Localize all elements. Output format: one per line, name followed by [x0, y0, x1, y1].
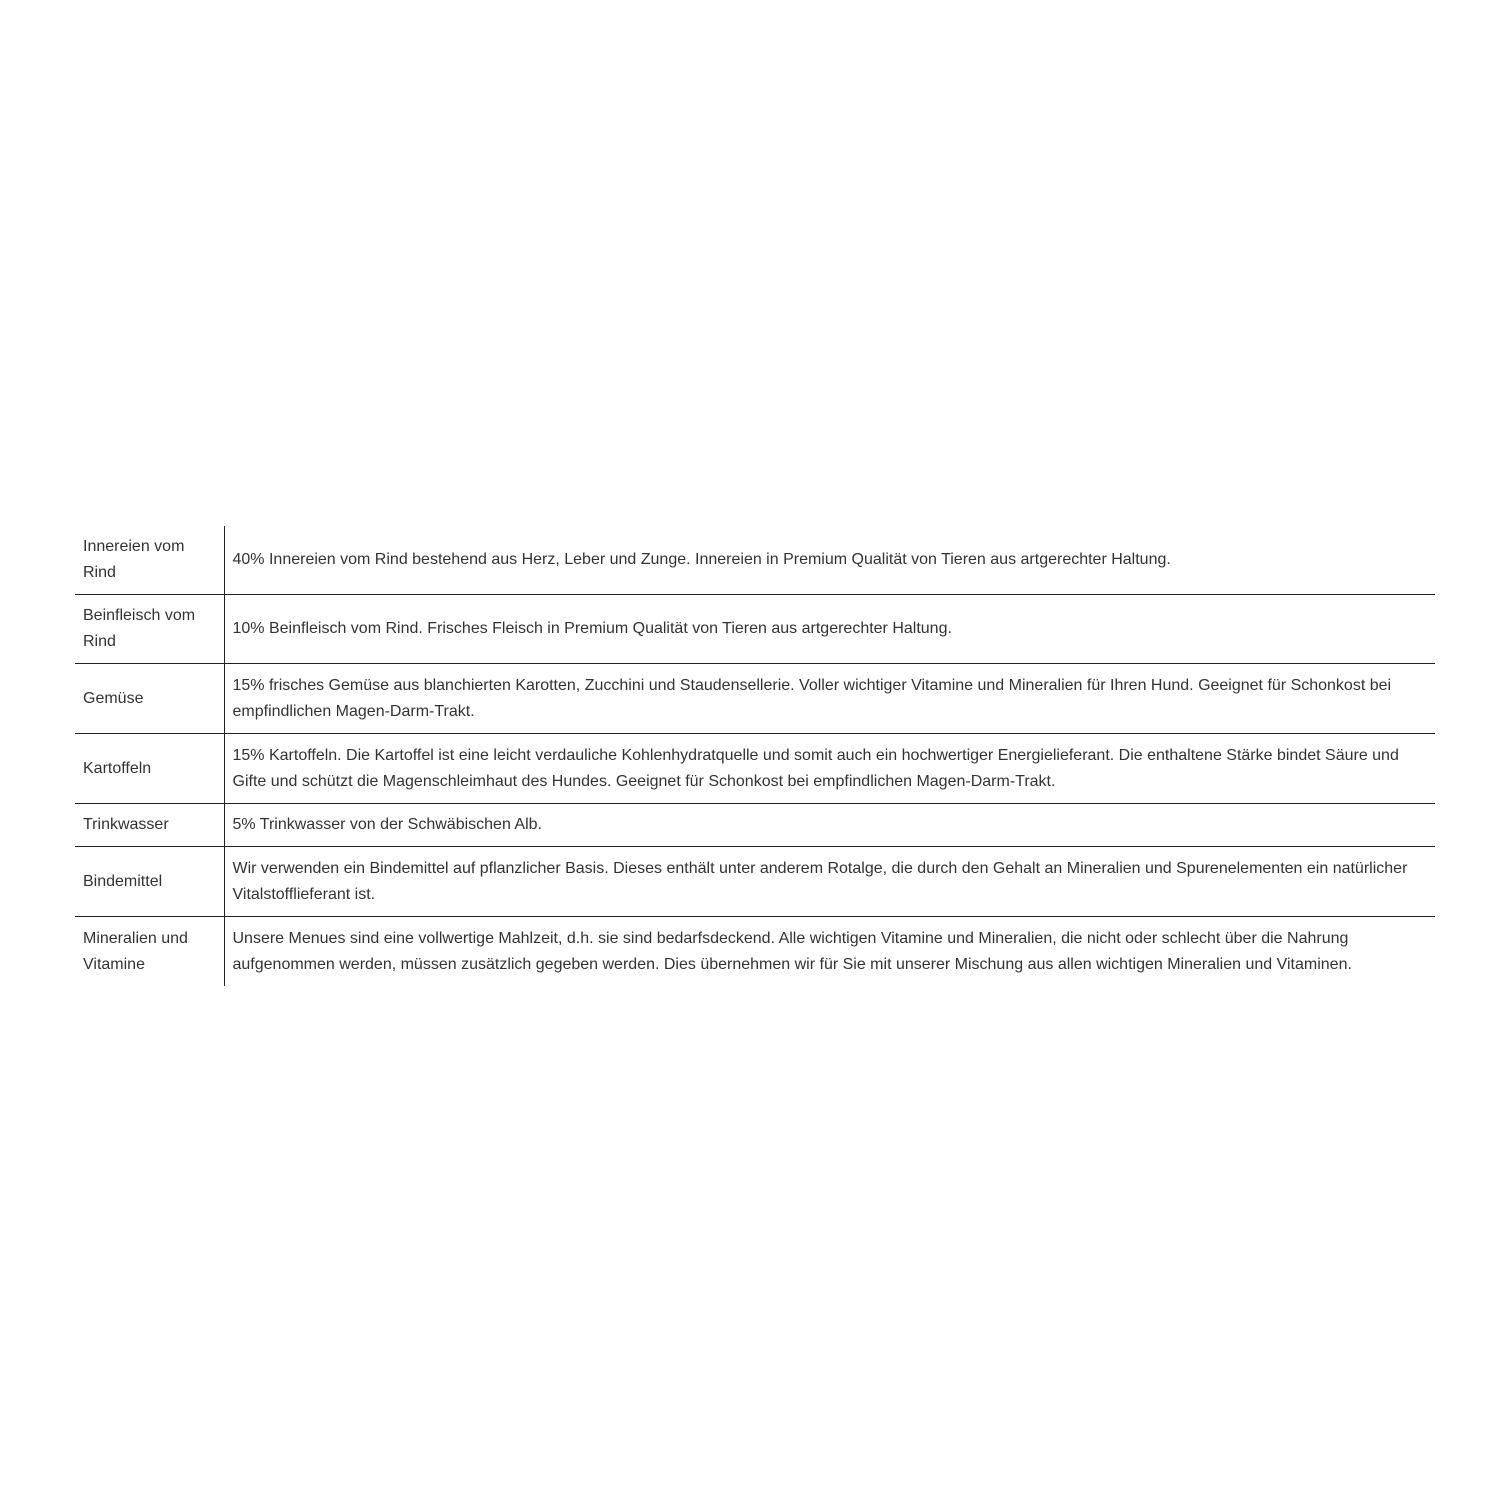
ingredient-description: 15% frisches Gemüse aus blanchierten Karotten, Zucchini und Staudensellerie. Voller wichtiger Vitamine und Mineralien für Ihren Hund. Geeignet für Schonkost bei empfindlichen Magen-Darm-Trakt. [224, 664, 1435, 734]
ingredient-name: Trinkwasser [75, 804, 224, 847]
table-row [75, 804, 1435, 847]
ingredient-name: Kartoffeln [75, 734, 224, 804]
ingredients-table [75, 526, 1435, 986]
table-row [75, 734, 1435, 804]
table-row [75, 917, 1435, 987]
table-row [75, 847, 1435, 917]
table-row [75, 526, 1435, 595]
ingredient-name: Gemüse [75, 664, 224, 734]
table-row [75, 595, 1435, 664]
ingredient-description: 10% Beinfleisch vom Rind. Frisches Fleisch in Premium Qualität von Tieren aus artgerechter Haltung. [224, 595, 1435, 664]
ingredient-description: Wir verwenden ein Bindemittel auf pflanzlicher Basis. Dieses enthält unter anderem Rotalge, die durch den Gehalt an Mineralien und Spurenelementen ein natürlicher Vitalstofflieferant ist. [224, 847, 1435, 917]
ingredient-description: Unsere Menues sind eine vollwertige Mahlzeit, d.h. sie sind bedarfsdeckend. Alle wichtigen Vitamine und Mineralien, die nicht oder schlecht über die Nahrung aufgenommen werden, müssen zusätzlich gegeben werden. Dies übernehmen wir für Sie mit unserer Mischung aus allen wichtigen Mineralien und Vitaminen. [224, 917, 1435, 987]
ingredient-name: Mineralien und Vitamine [75, 917, 224, 987]
ingredient-name: Bindemittel [75, 847, 224, 917]
ingredients-table-container [75, 526, 1435, 986]
ingredient-name: Beinfleisch vom Rind [75, 595, 224, 664]
ingredient-description: 40% Innereien vom Rind bestehend aus Herz, Leber und Zunge. Innereien in Premium Qualität von Tieren aus artgerechter Haltung. [232, 551, 1171, 568]
ingredient-name: Innereien vom Rind [75, 526, 224, 595]
table-row [75, 664, 1435, 734]
ingredient-description: 5% Trinkwasser von der Schwäbischen Alb. [224, 804, 1435, 847]
ingredient-description: 15% Kartoffeln. Die Kartoffel ist eine leicht verdauliche Kohlenhydratquelle und somit auch ein hochwertiger Energielieferant. Die enthaltene Stärke bindet Säure und Gifte und schützt die Magenschleimhaut des Hundes. Geeignet für Schonkost bei empfindlichen Magen-Darm-Trakt. [224, 734, 1435, 804]
